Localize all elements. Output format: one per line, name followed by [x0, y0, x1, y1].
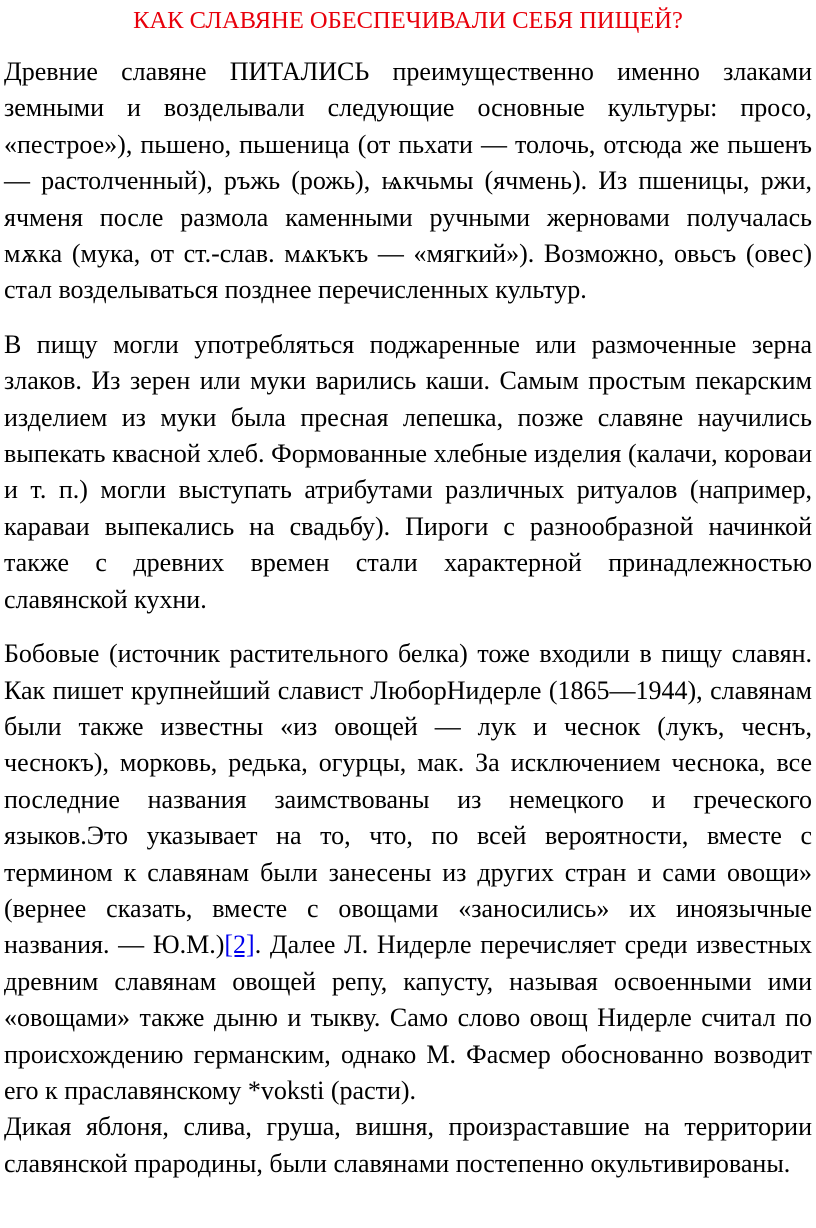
paragraph-grains: Древние славяне ПИТАЛИСЬ преимущественно именно злаками земными и возделывали следующие основные культуры: просо, «пестрое»), пьшено, пьшеница (от пьхати — толочь, отсюда же пьшенъ — растолченный), ръжь (рожь), ѩкчьмы (ячмень). Из пшеницы, ржи, ячменя после размола каменными ручными жерновами получалась мѫка (мука, от ст.-слав. мѧкъкъ — «мягкий»). Возможно, овьсъ (овес) стал возделываться позднее перечисленных культур. — [4, 57, 812, 305]
page-title: КАК СЛАВЯНЕ ОБЕСПЕЧИВАЛИ СЕБЯ ПИЩЕЙ? — [133, 7, 683, 34]
paragraph-vegetables-text-2: . Далее Л. Нидерле перечисляет среди известных древним славянам овощей репу, капусту, называя освоенными ими «овощами» также дыню и тыкву. Само слово овощ Нидерле считал по происхождению германским, однако М. Фасмер обоснованно возводит его к праславянскому *voksti (расти). — [4, 930, 812, 1105]
paragraph-fruit: Дикая яблоня, слива, груша, вишня, произраставшие на территории славянской прародины, были славянами постепенно окультивированы. — [4, 1112, 812, 1178]
paragraph-vegetables-text-1: Бобовые (источник растительного белка) тоже входили в пищу славян. Как пишет крупнейший славист ЛюборНидерле (1865—1944), славянам были также известны «из овощей — лук и чеснок (лукъ, чеснъ, чеснокъ), морковь, редька, огурцы, мак. За исключением чеснока, все последние названия заимствованы из немецкого и греческого языков.Это указывает на то, что, по всей вероятности, вместе с термином к славянам были занесены из других стран и сами овощи» (вернее сказать, вместе с овощами «заносились» их иноязычные названия. — Ю.М.) — [4, 639, 812, 960]
footnote-link-2[interactable]: [2] — [224, 930, 255, 960]
paragraph-vegetables — [4, 636, 812, 1109]
paragraph-bread: В пищу могли употребляться поджаренные или размоченные зерна злаков. Из зерен или муки варились каши. Самым простым пекарским изделием из муки была пресная лепешка, позже славяне научились выпекать квасной хлеб. Формованные хлебные изделия (калачи, короваи и т. п.) могли выступать атрибутами различных ритуалов (например, караваи выпекались на свадьбу). Пироги с разнообразной начинкой также с древних времен стали характерной принадлежностью славянской кухни. — [4, 329, 812, 614]
